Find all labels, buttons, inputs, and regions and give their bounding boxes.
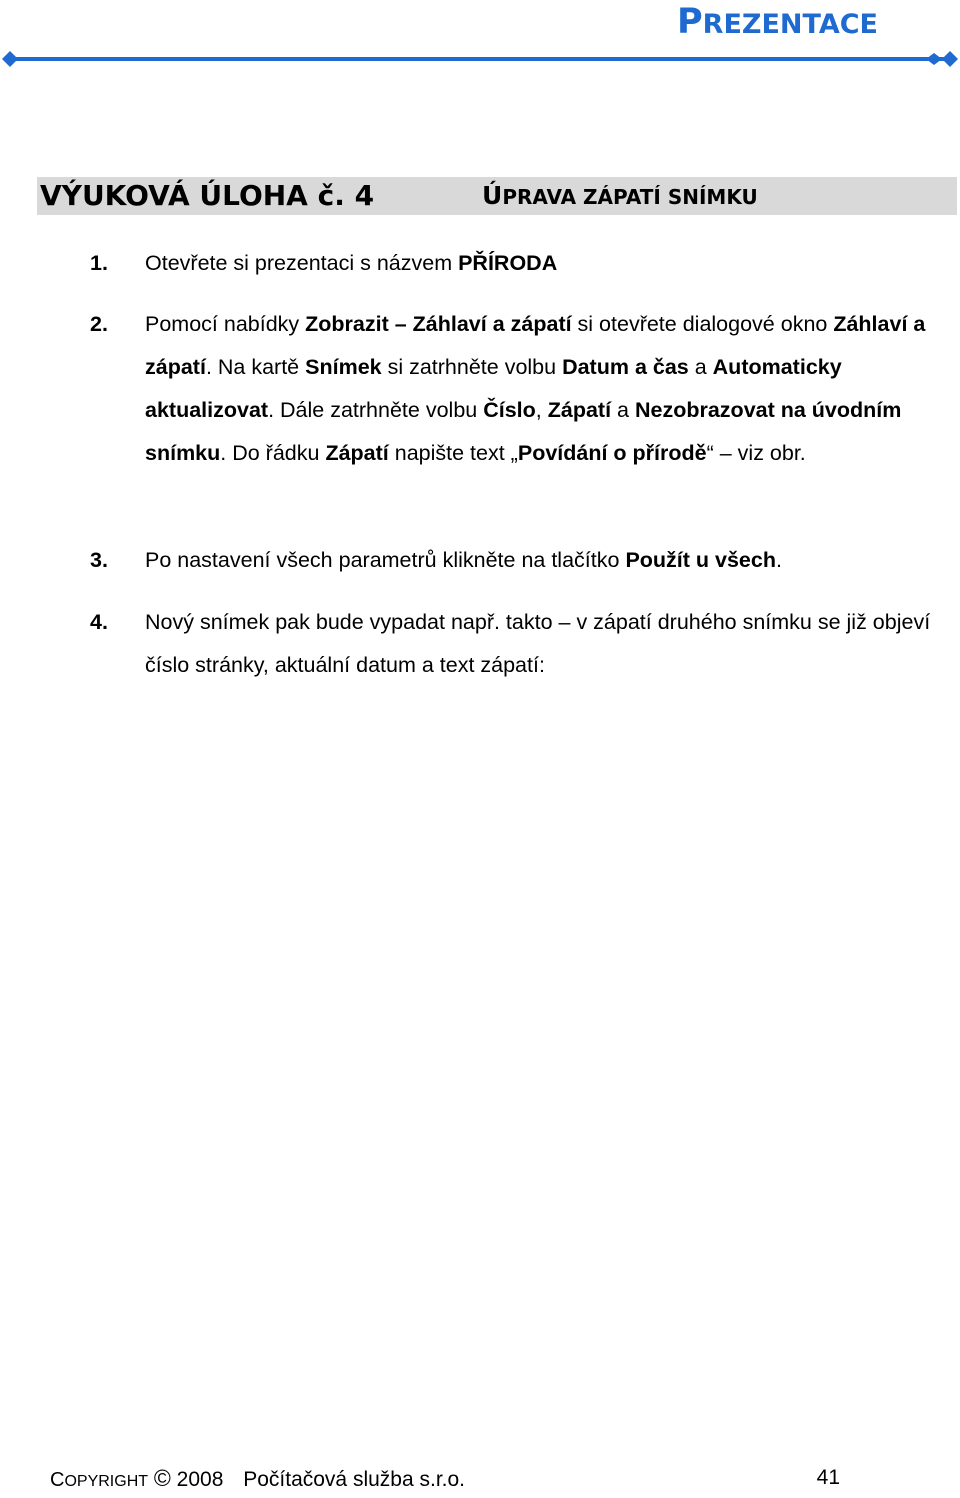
step-number: 3. [90, 548, 108, 572]
header-title-initial: P [677, 2, 703, 42]
step-text: Po nastavení všech parametrů klikněte na tlačítko Použít u všech. [145, 548, 782, 572]
task-title-initial: Ú [482, 181, 503, 210]
footer-year: 2008 [176, 1468, 224, 1491]
step-number: 4. [90, 610, 108, 634]
step-number: 1. [90, 251, 108, 275]
task-label: VÝUKOVÁ ÚLOHA č. 4 [40, 179, 375, 212]
step-number: 2. [90, 312, 108, 336]
header-title-rest: REZENTACE [702, 9, 878, 40]
footer-company: Počítačová služba s.r.o. [243, 1468, 466, 1491]
divider-diamond-right-icon [942, 51, 958, 67]
step-item-1 [90, 242, 940, 285]
step-item-3 [90, 539, 940, 582]
step-text: Pomocí nabídky Zobrazit – Záhlaví a zápatí si otevřete dialogové okno Záhlaví a zápatí. Na kartě Snímek si zatrhněte volbu Datum a čas a Automaticky aktualizovat. Dále zatrhněte volbu Číslo, Zápatí a Nezobrazovat na úvodním snímku. Do řádku Zápatí napište text „Povídání o přírodě“ – viz obr. [145, 312, 926, 465]
task-heading-bar [37, 177, 957, 215]
header-divider [0, 50, 960, 68]
task-title [482, 177, 758, 218]
page-number: 41 [816, 1466, 840, 1489]
step-item-4 [90, 601, 940, 687]
step-item-2 [90, 303, 940, 475]
page-footer [50, 1462, 840, 1494]
copyright-symbol: © [153, 1465, 171, 1491]
page-header-title [677, 2, 878, 42]
step-text: Nový snímek pak bude vypadat např. takto – v zápatí druhého snímku se již objeví číslo stránky, aktuální datum a text zápatí: [145, 610, 931, 677]
divider-diamond-small-icon [926, 53, 942, 65]
step-text: Otevřete si prezentaci s názvem PŘÍRODA [145, 251, 558, 275]
task-title-rest: PRAVA ZÁPATÍ SNÍMKU [502, 185, 758, 209]
divider-diamond-left-icon [2, 51, 18, 67]
footer-copyright: COPYRIGHT [50, 1469, 149, 1491]
